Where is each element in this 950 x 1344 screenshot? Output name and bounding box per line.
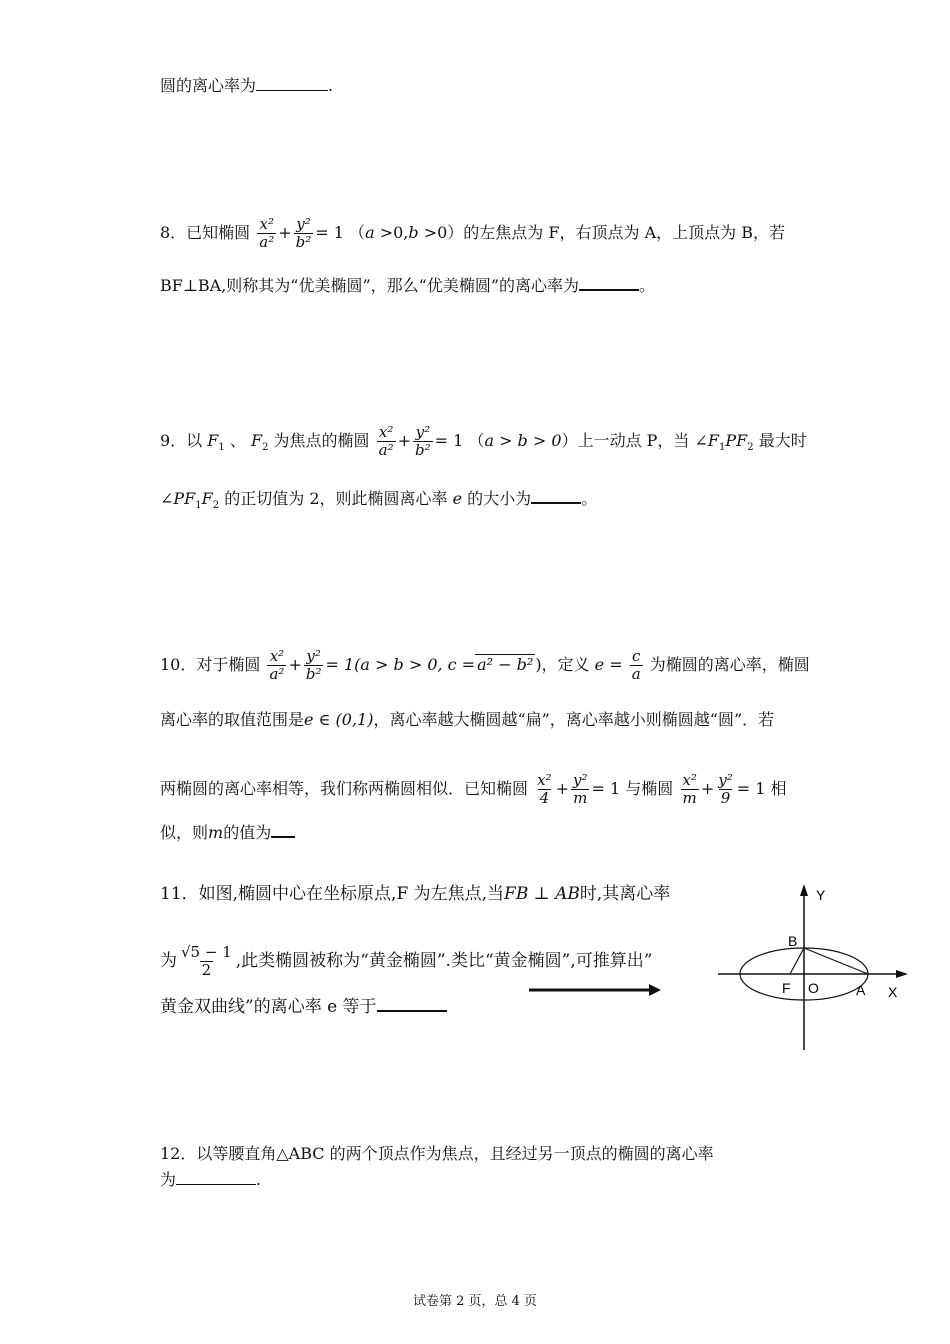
q10-text3-tail: 相	[770, 779, 787, 798]
q11-text3: 黄金双曲线”的离心率 e 等于	[160, 997, 377, 1017]
q12-text1: 12．以等腰直角△ABC 的两个顶点作为焦点，且经过另一顶点的椭圆的离心率	[160, 1144, 714, 1163]
q8-answer-blank[interactable]	[579, 275, 639, 291]
plus: +	[288, 655, 302, 674]
q9-cond-end: ）上一动点 P，当	[561, 431, 690, 450]
q7-answer-blank[interactable]	[256, 76, 328, 91]
q12-answer-blank[interactable]	[176, 1170, 256, 1185]
q9-f1: $F_1$	[207, 431, 225, 454]
q9-line1	[160, 424, 807, 459]
fb-segment	[790, 948, 804, 974]
q9-text1: 为焦点的椭圆	[273, 431, 370, 450]
equals-one: = 1	[591, 779, 621, 798]
equals-one: = 1	[434, 431, 464, 450]
q10-line1	[160, 648, 810, 683]
q10-cond-end: )，定义	[535, 655, 590, 674]
q9-angle: $\angle F_1PF_2$	[694, 431, 754, 454]
q10-answer-blank[interactable]	[271, 822, 295, 838]
plus: +	[397, 431, 412, 450]
q12-line1	[160, 1144, 714, 1164]
q11-line3	[160, 996, 447, 1017]
plus: +	[700, 779, 715, 798]
q10-line3	[160, 772, 787, 807]
q9-text3: 的大小为	[467, 489, 532, 508]
q9-sep: 、	[229, 431, 246, 450]
q10-text3: 两椭圆的离心率相等，我们称两椭圆相似．已知椭圆	[160, 779, 529, 798]
q11-cond: FB ⊥ AB	[504, 884, 580, 904]
q9-f2: $F_2$	[250, 431, 269, 454]
label-o: O	[808, 980, 819, 996]
q8-cond-end: >0）的左焦点为 F，右顶点为 A，上顶点为 B，若	[418, 223, 785, 242]
q11-text1: 11．如图,椭圆中心在坐标原点,F 为左焦点,当	[160, 884, 505, 904]
q9-tail: 最大时	[758, 431, 807, 450]
q7-end: .	[328, 76, 334, 95]
q10-text2-tail: ，离心率越大椭圆越“扁”，离心率越小则椭圆越“圆”．若	[373, 710, 775, 729]
q9-number: 9．以	[160, 431, 203, 450]
q8-line1	[160, 216, 785, 251]
q11-arrow	[525, 980, 665, 1000]
q12-line2	[160, 1170, 261, 1190]
q8-text: BF⊥BA,则称其为“优美椭圆”，那么“优美椭圆”的离心率为	[160, 276, 580, 295]
q8-line2	[160, 275, 655, 296]
q8-number: 8．已知椭圆	[160, 223, 251, 242]
q9-var-e: e	[452, 489, 463, 508]
q11-figure	[712, 880, 917, 1055]
q9-end: 。	[581, 489, 598, 508]
q10-text4-tail: 的值为	[223, 823, 272, 842]
q11-line1	[160, 884, 670, 904]
q11-text2: ,此类椭圆被称为“黄金椭圆”.类比“黄金椭圆”,可推算出”	[235, 951, 653, 971]
q10-line2	[160, 710, 774, 730]
page-footer: 试卷第 2 页，总 4 页	[412, 1294, 538, 1309]
q10-frac-x: $\frac{\text{x²}}{\text{a²}}$	[269, 647, 285, 683]
y-arrow	[800, 884, 808, 896]
equals-one: = 1	[315, 223, 344, 242]
q7-text: 圆的离心率为	[160, 76, 257, 95]
q8-frac-y: $\frac{\text{y²}}{\text{b²}}$	[295, 215, 312, 251]
q9-angle2: $\angle PF_1F_2$	[160, 489, 220, 512]
label-b: B	[788, 933, 798, 949]
q8-end: 。	[639, 276, 656, 295]
q10-frac-y: $\frac{\text{y²}}{\text{b²}}$	[305, 647, 322, 683]
q10-frac-ca: $\frac{c}{a}$	[631, 647, 641, 683]
q9-answer-blank[interactable]	[531, 488, 581, 504]
q10-text3-mid: 与椭圆	[625, 779, 674, 798]
label-y: Y	[816, 887, 826, 903]
label-f: F	[782, 980, 791, 996]
equals-one: = 1	[736, 779, 766, 798]
q11-line2	[160, 944, 652, 979]
q10-def-tail: 为椭圆的离心率，椭圆	[649, 655, 810, 674]
q11-pre: 为	[160, 951, 177, 971]
q12-end: .	[256, 1170, 262, 1189]
x-arrow	[896, 970, 908, 978]
q9-cond-open: （	[468, 431, 485, 450]
q10-text2: 离心率的取值范围是	[160, 710, 305, 729]
q8-frac-x: $\frac{\text{x²}}{\text{a²}}$	[259, 215, 275, 251]
q10-var-m: m	[208, 823, 224, 842]
q9-line2	[160, 488, 597, 516]
label-x: X	[888, 984, 898, 1000]
q8-var-a: a	[365, 223, 375, 242]
q10-def-e: e =	[594, 655, 623, 674]
q9-text2: 的正切值为 2，则此椭圆离心率	[224, 489, 448, 508]
q10-text4: 似，则	[160, 823, 209, 842]
plus: +	[555, 779, 569, 798]
q10-range: e ∈ (0,1)	[304, 710, 374, 729]
q10-cond: = 1(a > b > 0, c =	[325, 655, 476, 674]
q10-frac-x4: $\frac{\text{x²}}{4}$	[537, 771, 552, 807]
q10-number: 10．对于椭圆	[160, 655, 261, 674]
q11-answer-blank[interactable]	[377, 996, 447, 1012]
q10-frac-y9: $\frac{\text{y²}}{9}$	[718, 771, 733, 807]
label-a: A	[856, 982, 866, 998]
q7-tail-line	[160, 76, 333, 96]
q9-frac-x: $\frac{\text{x²}}{\text{a²}}$	[378, 423, 394, 459]
q12-text2: 为	[160, 1170, 177, 1189]
q10-frac-xm: $\frac{\text{x²}}{m}$	[682, 771, 697, 807]
q11-frac: $\frac{√5 - 1}{2}$	[181, 943, 232, 979]
q8-cond-mid: >0,	[374, 223, 409, 242]
q9-frac-y: $\frac{\text{y²}}{\text{b²}}$	[415, 423, 431, 459]
q8-var-b: b	[408, 223, 419, 242]
q11-text1-tail: 时,其离心率	[579, 884, 671, 904]
plus: +	[278, 223, 292, 242]
q8-cond-open: （	[349, 223, 366, 242]
q10-frac-ym: $\frac{\text{y²}}{m}$	[573, 771, 588, 807]
q10-line4	[160, 822, 295, 843]
q10-sqrt: a² − b²	[477, 655, 534, 674]
q9-cond: a > b > 0	[484, 431, 562, 450]
